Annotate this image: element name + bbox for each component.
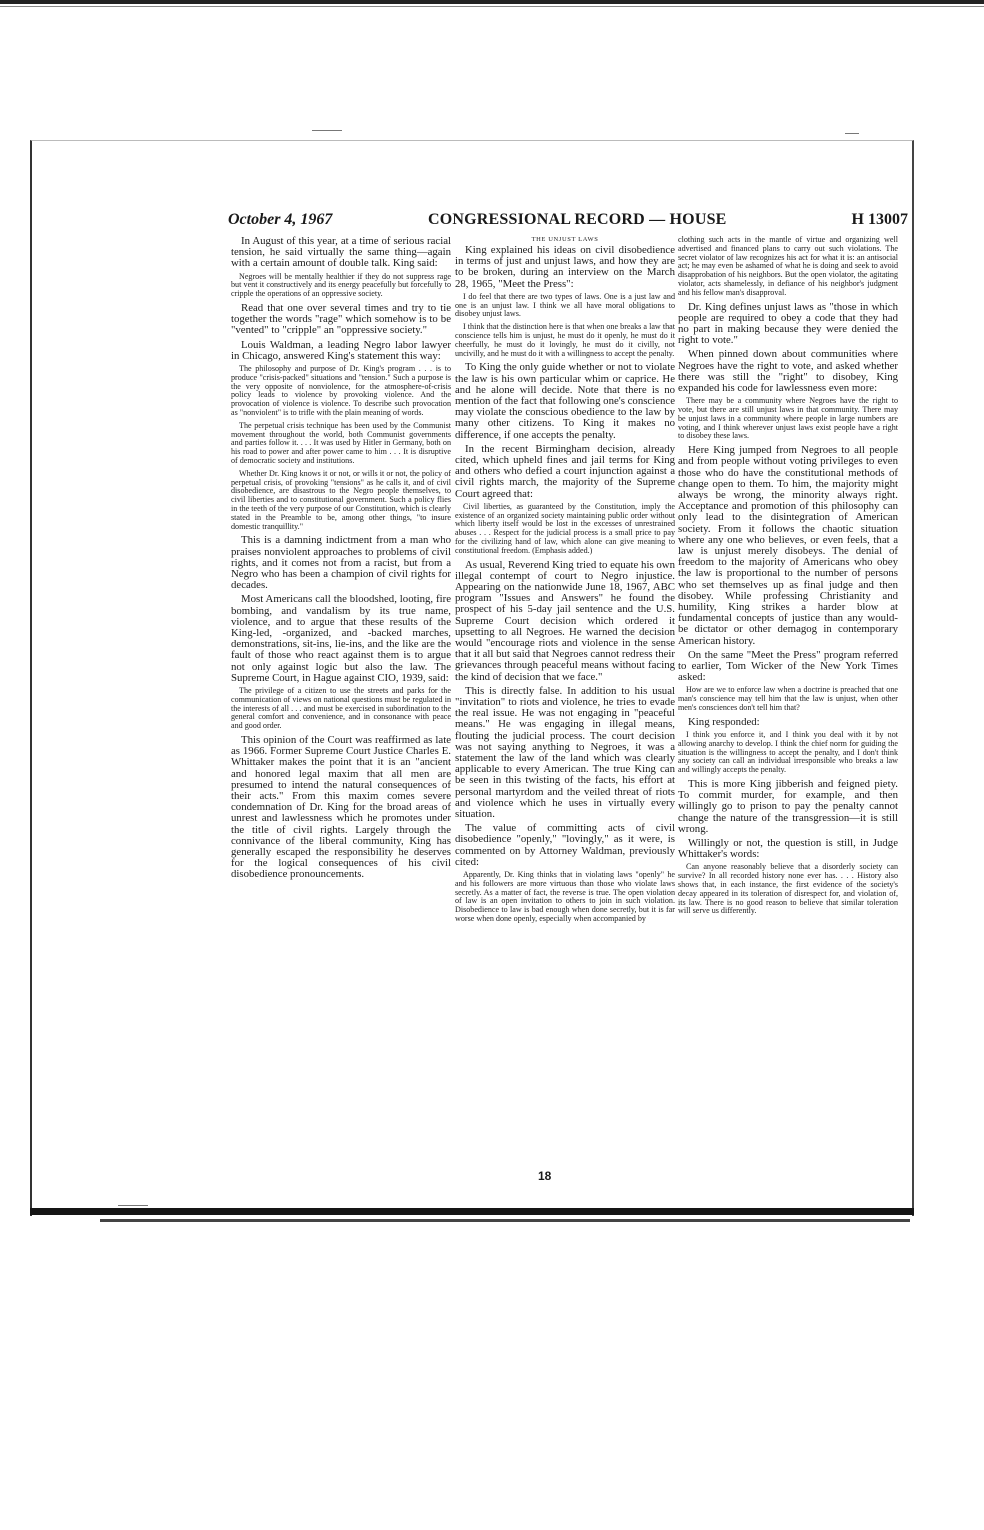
page-frame-bottom-edge: [30, 1208, 914, 1215]
paragraph: Willingly or not, the question is still, in Judge Whittaker's words:: [678, 837, 898, 861]
quoted-paragraph: Whether Dr. King knows it or not, or wills it or not, the policy of perpetual crisis, of provoking "tensions" as he calls it, and of civil disobedience, are disastrous to the Negro people themselves, to civil liberties and to constitutional government. Such a policy flies in the teeth of the very purpose of our Constitution, which is clearly stated in the Preamble to be, among other things, "to insure domestic tranquillity.": [231, 468, 451, 531]
quoted-paragraph: I think you enforce it, and I think you deal with it by not allowing anarchy to develop. I think the chief norm for guiding the situation is the willingness to accept the penalty, and I don't think any society can call an individual irresponsible who breaks a law and willingly accepts the penalty.: [678, 730, 898, 775]
paragraph: King explained his ideas on civil disobedience in terms of just and unjust laws, and how they are to be broken, during an interview on the March 28, 1965, "Meet the Press":: [455, 244, 675, 290]
paragraph: On the same "Meet the Press" program referred to earlier, Tom Wicker of the New York Times asked:: [678, 648, 898, 684]
paragraph: Here King jumped from Negroes to all people and from people without voting privileges to even those who do have the constitutional methods of change open to them. To him, the majority might always be wrong, the minority always right. Acceptance and promotion of this philosophy can only lead to the disintegration of American society. From it follows the chaotic situation where any one who believes, or even feels, that a law is unjust merely disobeys. The denial of freedom to the majority of Americans who obey the law is proportional to the number of persons who set themselves up as final judge and then disobey. While professing Christianity and humility, King strikes a harder blow at fundamental concepts of justice than any would-be dictator or other demagog in contemporary American history.: [678, 444, 898, 647]
paragraph: The value of committing acts of civil disobedience "openly," "lovingly," as it were, is commented on by Attorney Waldman, previously cited:: [455, 822, 675, 868]
paragraph: This opinion of the Court was reaffirmed as late as 1966. Former Supreme Court Justice Charles E. Whittaker makes the point that it is an "ancient and honored legal maxim that all men are presumed to intend the natural consequences of their acts." From this maxim comes severe condemnation of Dr. King for the broad areas of unrest and lawlessness which he promotes under the title of civil rights. Largely through the connivance of the liberal community, King has generally escaped the responsibility he deserves for the logical consequences of his civil disobedience pronouncements.: [231, 733, 451, 881]
text-column-2: [455, 236, 675, 928]
paragraph: In August of this year, at a time of serious racial tension, he said virtually the same thing—again with a certain amount of double talk. King said:: [231, 235, 451, 270]
paragraph: This is directly false. In addition to his usual "invitation" to riots and violence, he tries to evade the real issue. He was not engaging in "peaceful means." He was engaging in illegal means, flouting the judicial process. The court decision was not saying anything to Negroes, it was a statement the law of the land which was clearly applicable to every American. The true King can be seen in this twisting of the facts, his effort at personal martyrdom and the veiled threat of riots and violence which he uses in virtually every situation.: [455, 684, 675, 821]
page-frame-bottom-shadow: [100, 1219, 910, 1222]
quoted-paragraph: The philosophy and purpose of Dr. King's program . . . is to produce "crisis-packed" situations and "tension." Such a purpose is the very opposite of nonviolence, for the atmosphere-of-crisis policy leads to violence by provoking violence. And the provocation of violence is violence. To describe such provocation as "nonviolent" is to trifle with the plain meaning of words.: [231, 364, 451, 417]
header-title: CONGRESSIONAL RECORD — HOUSE: [428, 211, 727, 228]
text-column-3: [678, 236, 898, 920]
quoted-paragraph: The privilege of a citizen to use the streets and parks for the communication of views on national questions must be regulated in the interests of all . . . and must be exercised in subordination to the general comfort and convenience, and in consonance with peace and good order.: [231, 686, 451, 731]
quoted-paragraph: I think that the distinction here is that when one breaks a law that conscience tells him is unjust, he must do it openly, he must do it cheerfully, he must do it lovingly, he must do it civilly, not uncivilly, and he must do it with a willingness to accept the penalty.: [455, 322, 675, 358]
quoted-paragraph: I do feel that there are two types of laws. One is a just law and one is an unjust law. I think we all have moral obligations to disobey unjust laws.: [455, 291, 675, 319]
quoted-paragraph: Apparently, Dr. King thinks that in violating laws "openly" he and his followers are more virtuous than those who violate laws secretly. As a matter of fact, the reverse is true. The open violation of law is an open invitation to others to join in such violation. Disobedience to law is bad enough when done secretly, but it is far worse when done openly, especially when accompanied by: [455, 870, 675, 924]
header-date: October 4, 1967: [228, 211, 333, 228]
paragraph: King responded:: [688, 715, 760, 728]
quoted-paragraph: Civil liberties, as guaranteed by the Constitution, imply the existence of an organized society maintaining public order without which liberty itself would be lost in the excesses of unrestrained abuses . . . Respect for the judicial process is a small price to pay for the civilizing hand of law, which alone can give meaning to constitutional freedom. (Emphasis added.): [455, 501, 675, 555]
quoted-paragraph: clothing such acts in the mantle of virtue and organizing well advertised and financed plans to carry out such violations. The secret violator of law recognizes his act for what it is: an antisocial act; he may even be ashamed of what he is doing and seek to avoid disapprobation of his neighbors. But the open violator, the agitating violator, acts shamelessly, in defiance of his neighbor's judgment and his fellow man's disapproval.: [678, 235, 898, 297]
paragraph: This is more King jibberish and feigned piety. To commit murder, for example, and then willingly go to prison to pay the penalty cannot change the nature of the transgression—it is still wrong.: [678, 778, 898, 835]
folio-number: 18: [538, 1169, 552, 1183]
top-scan-rule: [0, 0, 984, 4]
page-header: [228, 211, 908, 233]
paragraph: To King the only guide whether or not to violate the law is his own particular whim or caprice. He and he alone will decide. Note that there is no mention of the fact that following one's conscience may violate the conscious obedience to the law by many other citizens. To King it makes no difference, if one accepts the penalty.: [455, 361, 675, 441]
paragraph: When pinned down about communities where Negroes have the right to vote, and asked whether there was still the "right" to disobey, King expanded his code for lawlessness even more:: [678, 348, 898, 394]
section-heading: THE UNJUST LAWS: [531, 236, 599, 243]
quoted-paragraph: Negroes will be mentally healthier if they do not suppress rage but vent it constructively and its energy peacefully but forcefully to cripple the operations of an oppressive society.: [231, 271, 451, 299]
paragraph: Read that one over several times and try to tie together the words "rage" which somehow is to be "vented" to "cripple" an "oppressive society.": [231, 302, 451, 337]
quoted-paragraph: Can anyone reasonably believe that a disorderly society can survive? In all recorded history none ever has. . . . History also shows that, in each instance, the first evidence of the society's decay appeared in its toleration of disrespect for, and violation of, its law. There is no good reason to believe that similar toleration will serve us differently.: [678, 862, 898, 916]
scan-speck: [845, 133, 859, 134]
paragraph: This is a damning indictment from a man who praises nonviolent approaches to problems of civil rights, and it comes not from a racist, but from a Negro who has been a champion of civil rights for decades.: [231, 534, 451, 592]
scan-speck: [312, 130, 342, 131]
paragraph: Most Americans call the bloodshed, looting, fire bombing, and vandalism by its true name, violence, and to argue that these results of the King-led, -organized, and -backed marches, demonstrations, sit-ins, lie-ins, and the like are the fault of those who react against them is to argue not only against logic but also the law. The Supreme Court, in Hague against CIO, 1939, said:: [231, 593, 451, 684]
text-column-1: [231, 236, 451, 884]
paragraph: Dr. King defines unjust laws as "those in which people are required to obey a code that they had no part in making because they were denied the right to vote.": [678, 300, 898, 347]
quoted-paragraph: There may be a community where Negroes have the right to vote, but there are still unjust laws in that community. There may be unjust laws in a community where people in large numbers are voting, and I think wherever unjust laws exist people have a right to disobey these laws.: [678, 396, 898, 441]
paragraph: In the recent Birmingham decision, already cited, which upheld fines and jail terms for King and others who defied a court injunction against a civil rights march, the majority of the Supreme Court agreed that:: [455, 442, 675, 500]
top-scan-rule-thin: [0, 6, 984, 7]
quoted-paragraph: The perpetual crisis technique has been used by the Communist movement throughout the world, both Communist governments and parties follow it. . . . It was used by Hitler in Germany, both on his road to power and after power came to him . . . It is disruptive of democratic society and institutions.: [231, 420, 451, 465]
paragraph: Louis Waldman, a leading Negro labor lawyer in Chicago, answered King's statement this way:: [231, 338, 451, 362]
header-page-number: H 13007: [851, 211, 908, 228]
quoted-paragraph: How are we to enforce law when a doctrine is preached that one man's conscience may tell him that the law is unjust, when other men's consciences don't tell him that?: [678, 685, 898, 713]
scan-speck: [118, 1205, 148, 1206]
paragraph: As usual, Reverend King tried to equate his own illegal contempt of court to Negro injustice. Appearing on the nationwide June 18, 1967, ABC program "Issues and Answers" he found the prospect of his 5-day jail sentence and the U.S. Supreme Court decision which ordered it upsetting to all Negroes. He warned the decision would "encourage riots and violence in the sense that it all but said that Negroes cannot redress their grievances through peaceful means without facing the kind of decision that we face.": [455, 558, 675, 683]
